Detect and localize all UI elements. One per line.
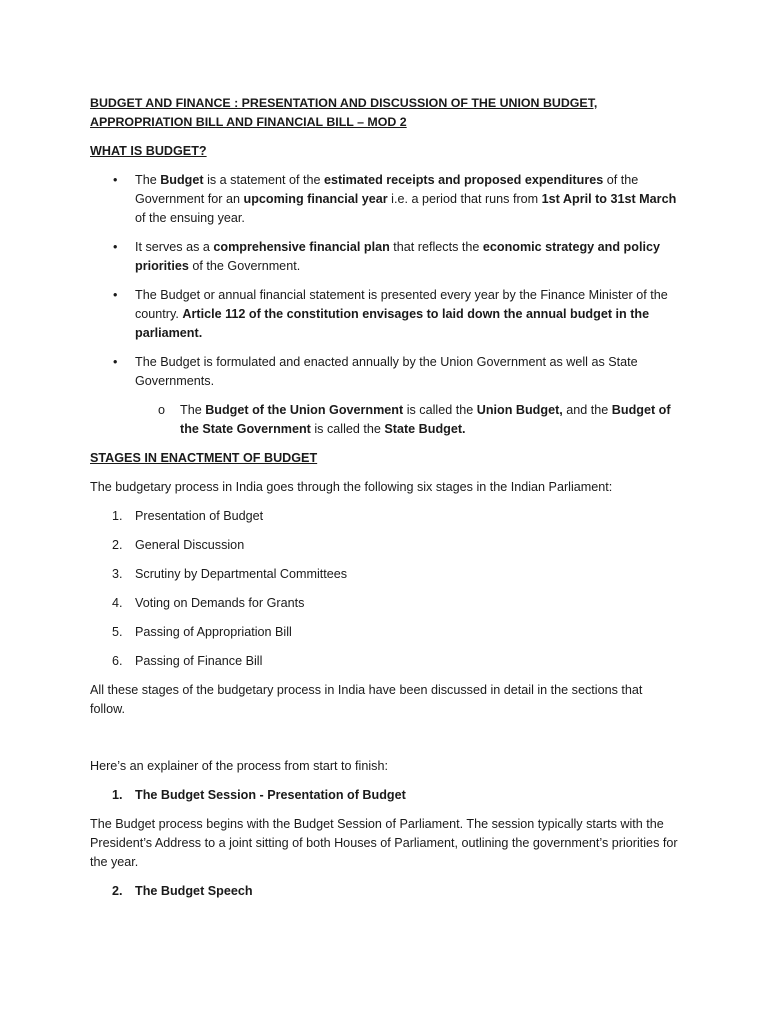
section-heading-what-is-budget: WHAT IS BUDGET? [90,144,207,158]
text-run: The [180,403,206,417]
list-item [90,507,680,526]
list-item [90,536,680,555]
list-item-label: Passing of Appropriation Bill [135,625,292,639]
list-number: 3. [112,567,123,581]
text-run: It serves as a [135,240,214,254]
bullet-marker: • [113,173,118,187]
explainer-intro: Here’s an explainer of the process from start to finish: [90,759,388,773]
text-run: and the [562,403,612,417]
list-item-label: Voting on Demands for Grants [135,596,305,610]
bold-text: Budget of the Union Government [205,403,404,417]
list-item [90,565,680,584]
document-title: BUDGET AND FINANCE : PRESENTATION AND DISCUSSION OF THE UNION BUDGET, APPROPRIATION BILL AND FINANCIAL BILL – MOD 2 [90,96,598,129]
text-run: of the Government for an [135,173,639,206]
list-item [90,353,680,391]
bullet-marker: • [113,355,118,369]
list-item-label: Passing of Finance Bill [135,654,263,668]
list-item [90,286,680,343]
stages-list [90,507,680,671]
text-run: i.e. a period that runs from [387,192,542,206]
bold-text: 1st April to 31st March [541,192,677,206]
step-label: The Budget Session - Presentation of Budget [135,788,406,802]
text-run: The Budget is formulated and enacted annually by the Union Government as well as State Governments. [135,355,638,388]
sub-list-item [90,401,680,439]
bold-text: Union Budget, [476,403,563,417]
list-item [90,171,680,228]
list-number: 6. [112,654,123,668]
sub-bullet-marker: o [158,403,166,417]
explainer-step-heading [90,786,680,805]
stages-outro: All these stages of the budgetary process in India have been discussed in detail in the sections that follow. [90,683,643,716]
bold-text: Article 112 of the constitution envisages to laid down the annual budget in the parliament. [135,307,650,340]
bullet-marker: • [113,288,118,302]
paragraph-spacer [90,729,680,757]
list-number: 2. [112,884,123,898]
bold-text: upcoming financial year [243,192,388,206]
text-run: that reflects the [389,240,483,254]
text-run: is called the [403,403,477,417]
text-run: is a statement of the [203,173,324,187]
bold-text: economic strategy and policy priorities [135,240,660,273]
list-number: 4. [112,596,123,610]
list-number: 1. [112,788,123,802]
list-number: 5. [112,625,123,639]
section-heading-stages: STAGES IN ENACTMENT OF BUDGET [90,451,318,465]
bold-text: Budget of the State Government [180,403,671,436]
list-number: 2. [112,538,123,552]
stages-intro: The budgetary process in India goes through the following six stages in the Indian Parliament: [90,480,613,494]
list-item [90,623,680,642]
list-item [90,652,680,671]
text-run: of the ensuing year. [135,211,245,225]
explainer-step-heading [90,882,680,901]
text-run: of the Government. [188,259,301,273]
list-item-label: Scrutiny by Departmental Committees [135,567,348,581]
list-item [90,594,680,613]
list-item [90,238,680,276]
bold-text: comprehensive financial plan [213,240,390,254]
text-run: is called the [310,422,385,436]
list-item-label: General Discussion [135,538,245,552]
bold-text: Budget [160,173,204,187]
text-run: The Budget or annual financial statement is presented every year by the Finance Minister of the country. [135,288,668,321]
bold-text: estimated receipts and proposed expenditures [323,173,604,187]
bullet-marker: • [113,240,118,254]
step-label: The Budget Speech [135,884,253,898]
bold-text: State Budget. [384,422,466,436]
budget-session-paragraph: The Budget process begins with the Budget Session of Parliament. The session typically starts with the President’s Address to a joint sitting of both Houses of Parliament, outlining the government’s priorities for the year. [90,817,678,869]
list-number: 1. [112,509,123,523]
budget-definition-list [90,171,680,391]
list-item-label: Presentation of Budget [135,509,264,523]
text-run: The [135,173,161,187]
